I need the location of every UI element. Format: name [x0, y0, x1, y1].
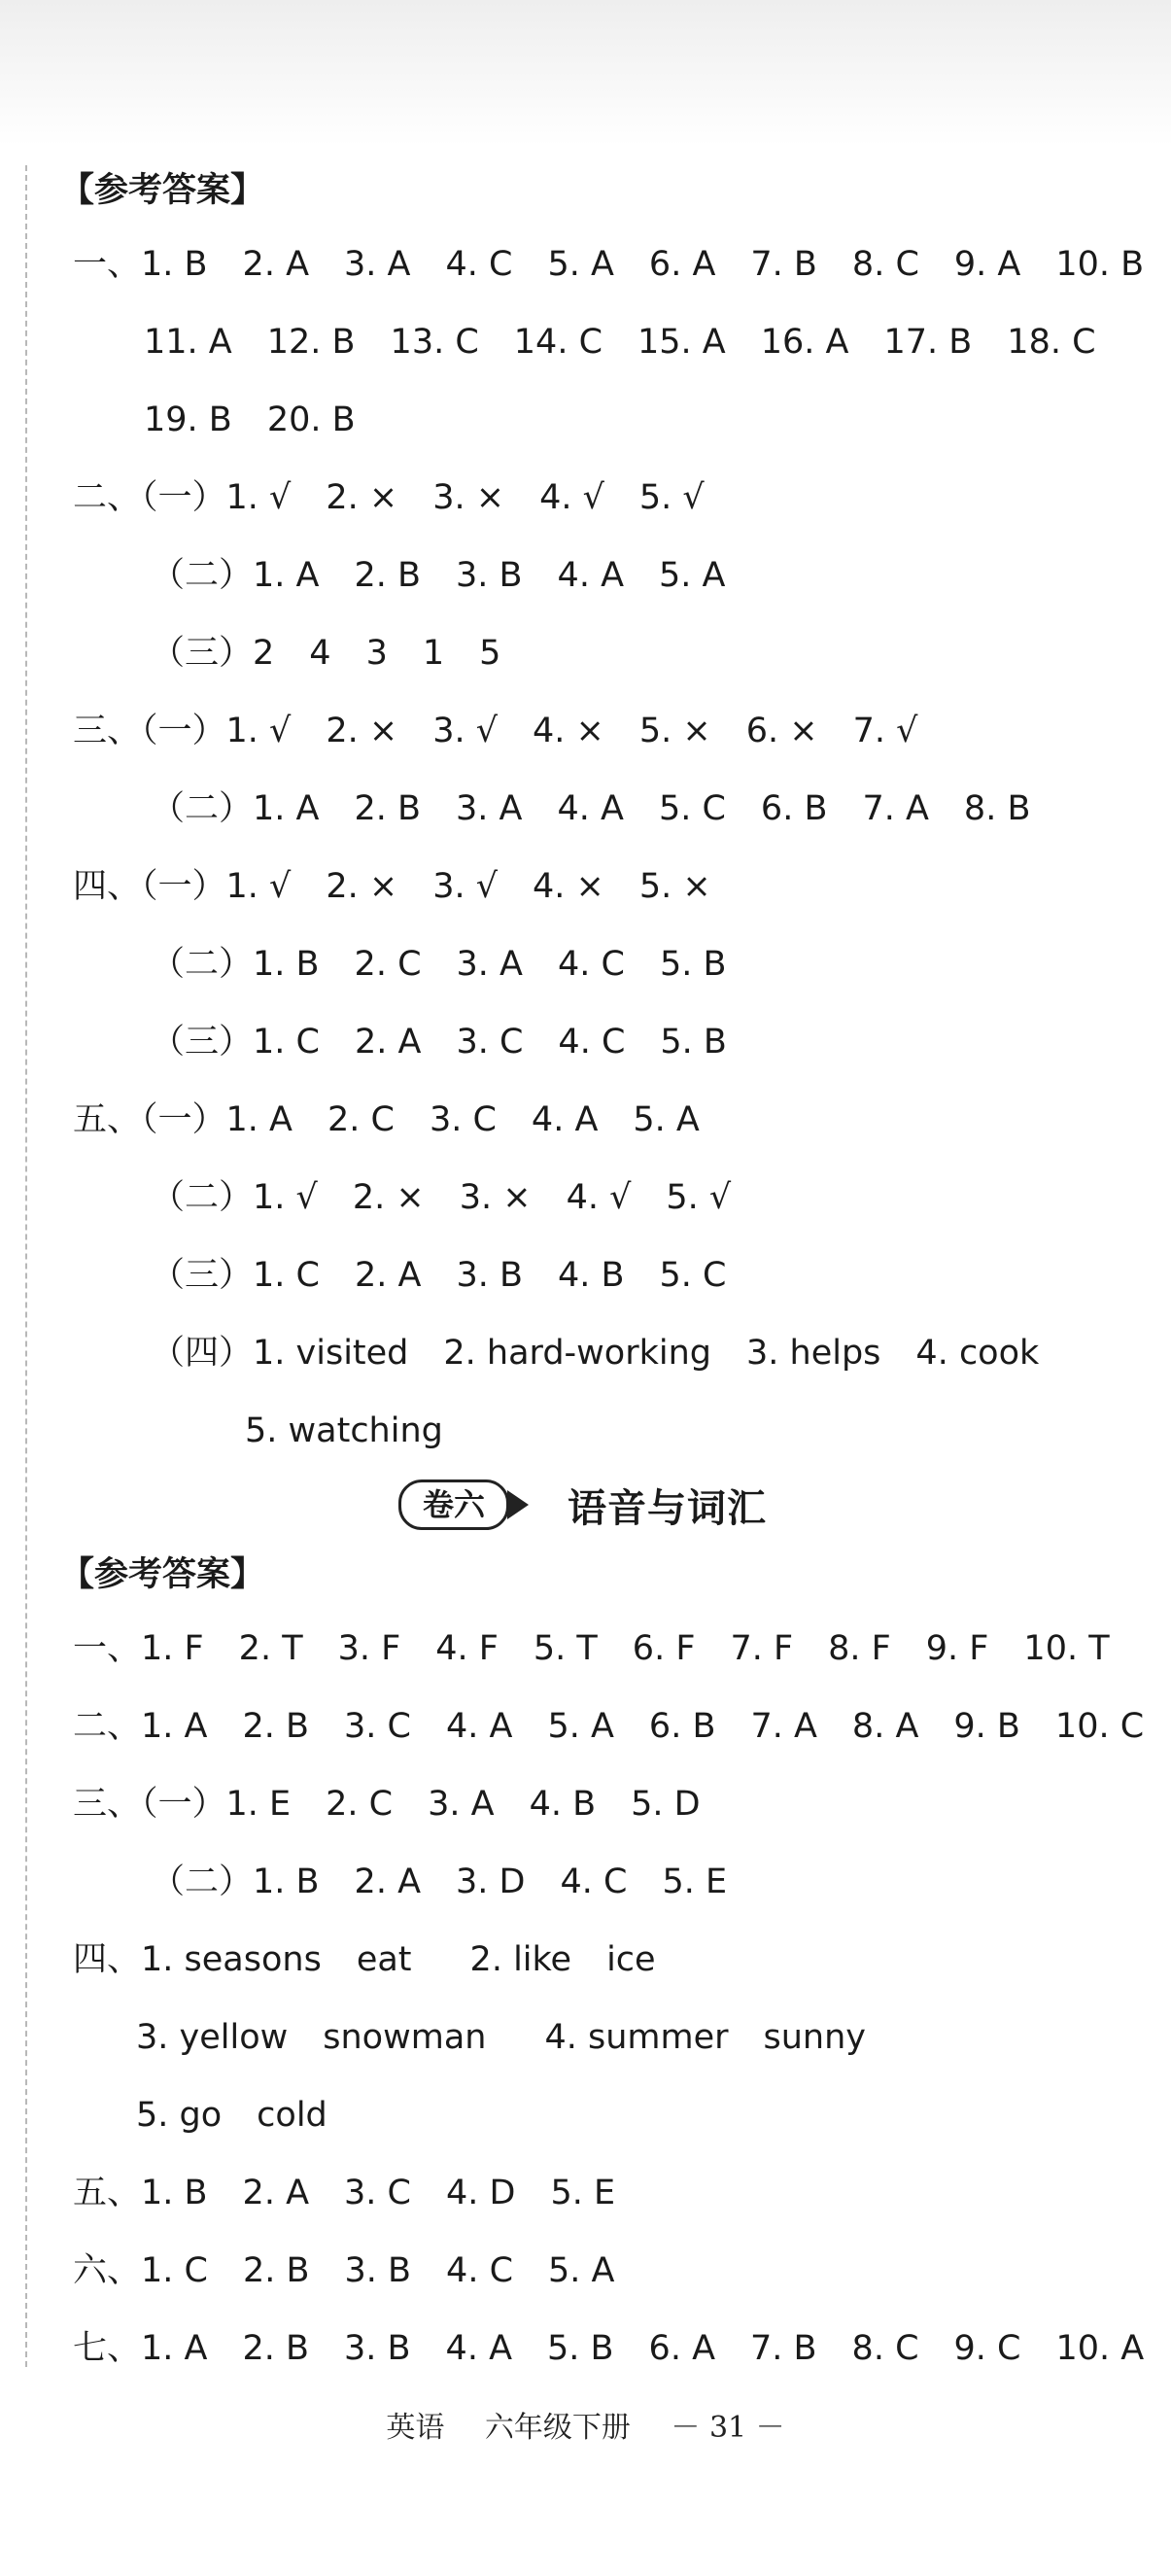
- answer-item: 5. watching: [245, 1411, 443, 1450]
- answer-item: 2. ×: [326, 712, 398, 750]
- answer-item: 1. √: [225, 867, 292, 906]
- question-number: 五、: [73, 2174, 142, 2212]
- answer-line: [151, 630, 500, 677]
- answer-line: [73, 2170, 615, 2216]
- answer-item: 2. T: [238, 1629, 303, 1668]
- answer-item: eat: [356, 1940, 412, 1979]
- answer-item: 4. F: [435, 1629, 499, 1668]
- answer-item: 4. C: [560, 1862, 628, 1901]
- answer-item: 8. F: [828, 1629, 891, 1668]
- answer-item: 20. B: [266, 400, 356, 439]
- answer-item: 3. √: [432, 867, 499, 906]
- answer-item: 2. ×: [326, 867, 398, 906]
- answer-item: 9. B: [953, 1707, 1020, 1746]
- answer-item: 2. B: [354, 556, 422, 595]
- answer-item: 8. C: [851, 245, 919, 284]
- answer-item: 10. B: [1055, 245, 1145, 284]
- answer-item: 1. B: [253, 1862, 320, 1901]
- answer-line: [151, 1019, 727, 1065]
- answer-item: 7. √: [852, 712, 918, 750]
- answer-item: 5. D: [631, 1785, 701, 1824]
- question-number: （三）: [151, 1023, 254, 1062]
- answer-line: [136, 2092, 327, 2139]
- answer-item: 5. A: [633, 1100, 700, 1139]
- answer-line: [73, 1703, 1144, 1750]
- answer-item: 2. A: [354, 1862, 422, 1901]
- answer-item: 3. B: [456, 1256, 523, 1295]
- question-number: 三、（一）: [73, 712, 226, 750]
- question-number: 四、（一）: [73, 867, 226, 906]
- answer-item: 4. A: [531, 1100, 599, 1139]
- answer-item: 1. √: [225, 478, 292, 517]
- answer-item: 19. B: [144, 400, 232, 439]
- answer-item: 5. ×: [638, 867, 711, 906]
- answer-item: 1. A: [141, 2329, 208, 2368]
- answer-item: 3: [365, 634, 388, 673]
- answer-item: 4. A: [445, 2329, 513, 2368]
- answer-item: 5. ×: [638, 712, 711, 750]
- answer-item: 8. C: [851, 2329, 919, 2368]
- answer-item: 5. A: [547, 245, 614, 284]
- answer-item: 5. √: [638, 478, 705, 517]
- answer-item: 2. A: [354, 1023, 422, 1062]
- answer-item: 16. A: [760, 323, 849, 362]
- answer-item: 4. D: [445, 2174, 516, 2212]
- answer-item: 1. C: [253, 1023, 320, 1062]
- answer-line: [245, 1408, 443, 1454]
- answer-line: [73, 863, 711, 910]
- answer-line: [151, 552, 725, 599]
- answer-item: 1. A: [225, 1100, 293, 1139]
- answer-line: [151, 1252, 726, 1299]
- answer-item: 3. √: [432, 712, 499, 750]
- answer-item: 7. B: [750, 245, 817, 284]
- answer-item: 3. B: [456, 556, 523, 595]
- answer-item: 1. C: [141, 2251, 208, 2290]
- question-number: （三）: [151, 634, 254, 673]
- answer-item: 2. A: [242, 2174, 310, 2212]
- answer-item: 5. C: [659, 1256, 727, 1295]
- answer-item: 15. A: [637, 323, 726, 362]
- answer-line: [151, 1859, 727, 1905]
- footer-subject: 英语: [386, 2411, 445, 2445]
- answer-item: 3. helps: [746, 1334, 881, 1373]
- answer-item: 5. A: [659, 556, 726, 595]
- answer-item: ice: [606, 1940, 656, 1979]
- answer-item: 3. B: [344, 2251, 412, 2290]
- arrow-icon: [507, 1490, 529, 1519]
- answer-item: 5. go: [136, 2096, 223, 2135]
- answer-item: 5. E: [550, 2174, 616, 2212]
- question-number: 五、（一）: [73, 1100, 226, 1139]
- question-number: （二）: [151, 789, 254, 828]
- answer-item: 4. summer: [544, 2018, 729, 2057]
- answer-item: 2. B: [242, 1707, 310, 1746]
- answer-item: 1: [422, 634, 445, 673]
- answer-item: 2. hard-working: [443, 1334, 711, 1373]
- answer-item: 2. like: [469, 1940, 572, 1979]
- answer-item: 4. B: [529, 1785, 597, 1824]
- answer-line: [73, 1936, 656, 1983]
- answer-item: 2. A: [242, 245, 310, 284]
- answer-item: 10. A: [1055, 2329, 1145, 2368]
- answer-item: 2. A: [354, 1256, 422, 1295]
- question-number: 六、: [73, 2251, 142, 2290]
- answer-item: 6. A: [648, 2329, 716, 2368]
- answer-item: 3. B: [344, 2329, 411, 2368]
- question-number: 四、: [73, 1940, 142, 1979]
- answer-item: 1. seasons: [141, 1940, 322, 1979]
- answer-item: 1. E: [225, 1785, 292, 1824]
- answer-item: 3. A: [344, 245, 411, 284]
- answer-item: snowman: [323, 2018, 487, 2057]
- answer-line: [144, 319, 1096, 366]
- answer-item: 2. ×: [352, 1178, 425, 1217]
- answer-item: 4. A: [557, 789, 624, 828]
- answer-item: 1. F: [141, 1629, 204, 1668]
- question-number: （二）: [151, 1862, 254, 1901]
- answer-item: 5. √: [666, 1178, 732, 1217]
- answer-item: 11. A: [144, 323, 232, 362]
- answer-item: 3. ×: [432, 478, 505, 517]
- answer-item: 3. A: [456, 789, 523, 828]
- answer-item: 2. C: [326, 1785, 394, 1824]
- answer-line: [73, 708, 917, 754]
- answer-item: 1. C: [253, 1256, 320, 1295]
- answer-line: [136, 2014, 866, 2061]
- answer-item: 2. C: [327, 1100, 395, 1139]
- answer-item: 1. visited: [253, 1334, 409, 1373]
- answer-item: 6. F: [632, 1629, 696, 1668]
- answer-item: sunny: [763, 2018, 867, 2057]
- answer-item: 4. ×: [533, 867, 604, 906]
- answer-item: 2: [253, 634, 275, 673]
- answer-item: 18. C: [1007, 323, 1096, 362]
- answer-item: 5. A: [548, 2251, 615, 2290]
- answer-item: 5. B: [659, 945, 727, 984]
- answer-item: 2. B: [354, 789, 422, 828]
- question-number: 二、: [73, 1707, 142, 1746]
- answer-item: 4. C: [557, 945, 625, 984]
- answer-item: 3. C: [344, 2174, 411, 2212]
- answer-item: 5. B: [660, 1023, 727, 1062]
- answer-item: 3. ×: [459, 1178, 532, 1217]
- answer-item: 4. √: [539, 478, 604, 517]
- answer-item: 4. ×: [533, 712, 604, 750]
- answer-item: 4. C: [445, 245, 513, 284]
- question-number: （三）: [151, 1256, 254, 1295]
- answer-item: 5. B: [547, 2329, 614, 2368]
- answer-line: [151, 941, 726, 988]
- question-number: （二）: [151, 945, 254, 984]
- answer-item: cold: [257, 2096, 327, 2135]
- answer-item: 13. C: [390, 323, 479, 362]
- answer-line: [151, 785, 1030, 832]
- answer-item: 4. √: [566, 1178, 632, 1217]
- question-number: 七、: [73, 2329, 142, 2368]
- answer-item: 6. ×: [745, 712, 818, 750]
- answer-item: 5. A: [547, 1707, 614, 1746]
- answer-line: [73, 241, 1144, 288]
- question-number: 二、（一）: [73, 478, 226, 517]
- answer-item: 7. B: [750, 2329, 817, 2368]
- answer-item: 6. B: [760, 789, 828, 828]
- answer-item: 4: [309, 634, 331, 673]
- answer-item: 2. ×: [326, 478, 398, 517]
- answer-item: 4. A: [557, 556, 625, 595]
- answer-item: 17. B: [883, 323, 973, 362]
- answer-item: 2. B: [242, 2329, 310, 2368]
- question-number: 一、: [73, 1629, 142, 1668]
- answer-item: 10. C: [1054, 1707, 1145, 1746]
- question-number: 三、（一）: [73, 1785, 226, 1824]
- margin-rule: [25, 165, 27, 2367]
- answer-item: 7. A: [862, 789, 929, 828]
- answer-item: 5. C: [658, 789, 726, 828]
- answer-item: 1. √: [253, 1178, 318, 1217]
- answer-item: 4. C: [446, 2251, 514, 2290]
- answer-item: 3. A: [456, 945, 523, 984]
- answer-item: 14. C: [513, 323, 603, 362]
- top-shade: [0, 0, 1171, 146]
- answer-line: [73, 2247, 614, 2294]
- answer-item: 3. F: [337, 1629, 401, 1668]
- answer-item: 1. B: [253, 945, 320, 984]
- answer-line: [73, 1781, 701, 1828]
- question-number: （二）: [151, 556, 254, 595]
- section-badge: 卷六: [398, 1479, 509, 1530]
- answer-header-2: 【参考答案】: [60, 1555, 265, 1594]
- footer-page-number: － 31 －: [671, 2411, 785, 2445]
- answer-item: 2. B: [242, 2251, 310, 2290]
- answer-item: 3. yellow: [136, 2018, 289, 2057]
- answer-item: 5. E: [662, 1862, 728, 1901]
- answer-item: 4. A: [445, 1707, 513, 1746]
- answer-item: 3. C: [344, 1707, 411, 1746]
- question-number: 一、: [73, 245, 142, 284]
- answer-item: 3. A: [428, 1785, 495, 1824]
- answer-item: 2. C: [354, 945, 422, 984]
- answer-item: 9. A: [953, 245, 1021, 284]
- page-footer: [0, 2403, 1171, 2446]
- answer-item: 7. F: [730, 1629, 794, 1668]
- answer-item: 5. T: [533, 1629, 598, 1668]
- answer-item: 3. C: [456, 1023, 524, 1062]
- answer-item: 1. A: [141, 1707, 208, 1746]
- answer-item: 6. B: [648, 1707, 716, 1746]
- answer-item: 1. A: [253, 789, 320, 828]
- answer-item: 7. A: [750, 1707, 817, 1746]
- answer-line: [151, 1174, 731, 1221]
- answer-item: 1. √: [225, 712, 292, 750]
- answer-item: 1. B: [141, 245, 208, 284]
- answer-line: [151, 1330, 1039, 1376]
- section-title: [398, 1478, 767, 1532]
- answer-line: [144, 397, 356, 443]
- answer-line: [73, 1625, 1110, 1672]
- answer-item: 9. C: [953, 2329, 1021, 2368]
- answer-item: 1. A: [253, 556, 320, 595]
- answer-item: 12. B: [266, 323, 356, 362]
- answer-item: 5: [479, 634, 501, 673]
- answer-line: [73, 2325, 1144, 2372]
- answer-item: 8. A: [851, 1707, 919, 1746]
- answer-item: 1. B: [141, 2174, 208, 2212]
- answer-item: 4. cook: [915, 1334, 1040, 1373]
- answer-line: [73, 1097, 700, 1143]
- answer-item: 3. D: [456, 1862, 526, 1901]
- question-number: （四）: [151, 1334, 254, 1373]
- answer-item: 9. F: [925, 1629, 989, 1668]
- answer-item: 10. T: [1023, 1629, 1110, 1668]
- answer-item: 4. B: [557, 1256, 625, 1295]
- answer-item: 8. B: [963, 789, 1031, 828]
- answer-item: 6. A: [648, 245, 716, 284]
- question-number: （二）: [151, 1178, 254, 1217]
- footer-grade: 六年级下册: [484, 2411, 631, 2445]
- answer-header-1: 【参考答案】: [60, 171, 265, 210]
- answer-item: 3. C: [429, 1100, 497, 1139]
- answer-line: [73, 474, 705, 521]
- section-name: 语音与词汇: [568, 1484, 768, 1531]
- answer-item: 4. C: [558, 1023, 626, 1062]
